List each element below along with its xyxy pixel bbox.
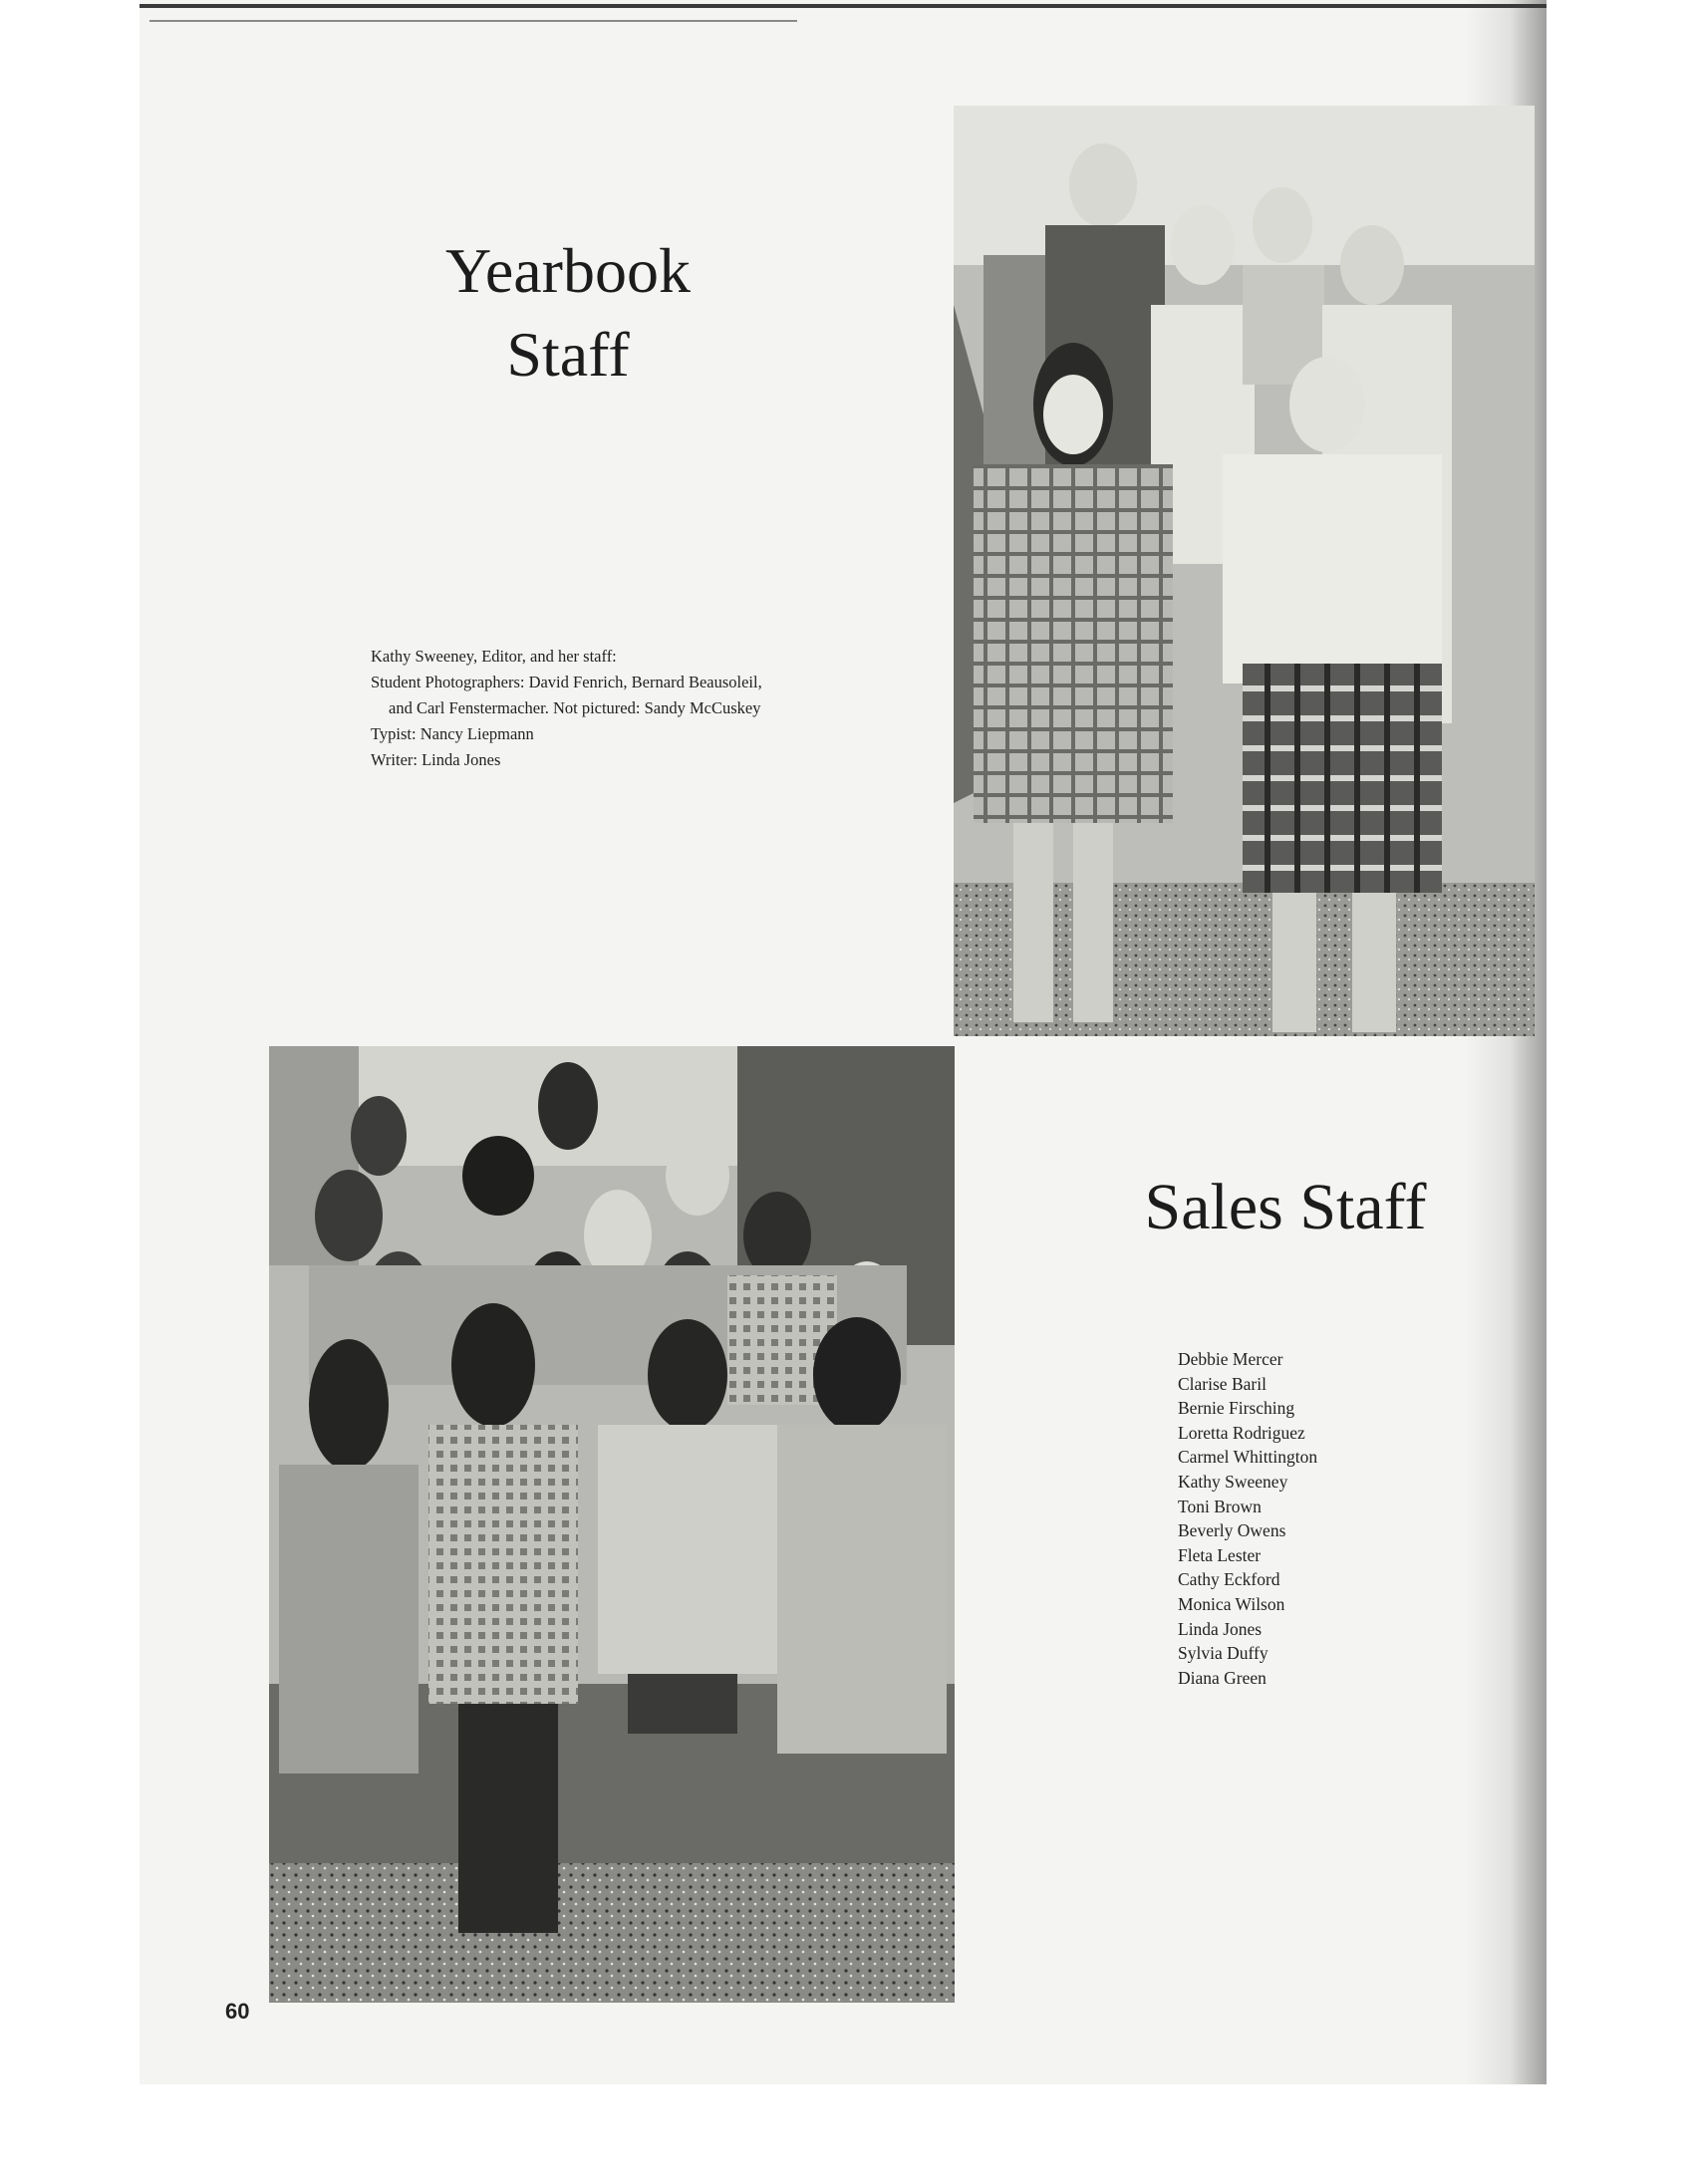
staff-name: Debbie Mercer — [1178, 1349, 1283, 1369]
yearbook-title-line2: Staff — [506, 319, 630, 390]
sales-staff-photo — [269, 1046, 955, 2003]
staff-name: Kathy Sweeney — [1178, 1471, 1288, 1492]
top-border-rule — [140, 4, 1547, 8]
caption-line: Writer: Linda Jones — [371, 750, 501, 769]
caption-line: Kathy Sweeney, Editor, and her staff: — [371, 647, 617, 666]
staff-name: Beverly Owens — [1178, 1520, 1286, 1541]
staff-name: Carmel Whittington — [1178, 1447, 1318, 1468]
yearbook-staff-caption — [371, 644, 889, 773]
caption-line: Typist: Nancy Liepmann — [371, 724, 534, 743]
yearbook-staff-title — [389, 229, 747, 397]
staff-name: Cathy Eckford — [1178, 1569, 1280, 1590]
staff-name: Monica Wilson — [1178, 1593, 1285, 1614]
staff-name: Clarise Baril — [1178, 1373, 1267, 1394]
staff-name: Toni Brown — [1178, 1496, 1262, 1516]
staff-name: Fleta Lester — [1178, 1544, 1262, 1565]
yearbook-title-line1: Yearbook — [445, 235, 691, 306]
staff-name: Bernie Firsching — [1178, 1398, 1295, 1419]
page-number: 60 — [225, 1999, 250, 2024]
sales-staff-name-list — [1178, 1347, 1437, 1690]
staff-name: Sylvia Duffy — [1178, 1643, 1268, 1664]
caption-line: and Carl Fenstermacher. Not pictured: Sandy McCuskey — [389, 698, 761, 717]
top-thin-rule — [149, 20, 797, 22]
yearbook-staff-photo — [954, 106, 1535, 1036]
caption-line: Student Photographers: David Fenrich, Bernard Beausoleil, — [371, 673, 762, 691]
staff-name: Loretta Rodriguez — [1178, 1422, 1305, 1443]
staff-name: Diana Green — [1178, 1667, 1267, 1688]
sales-staff-title: Sales Staff — [1144, 1171, 1427, 1243]
staff-name: Linda Jones — [1178, 1618, 1263, 1639]
